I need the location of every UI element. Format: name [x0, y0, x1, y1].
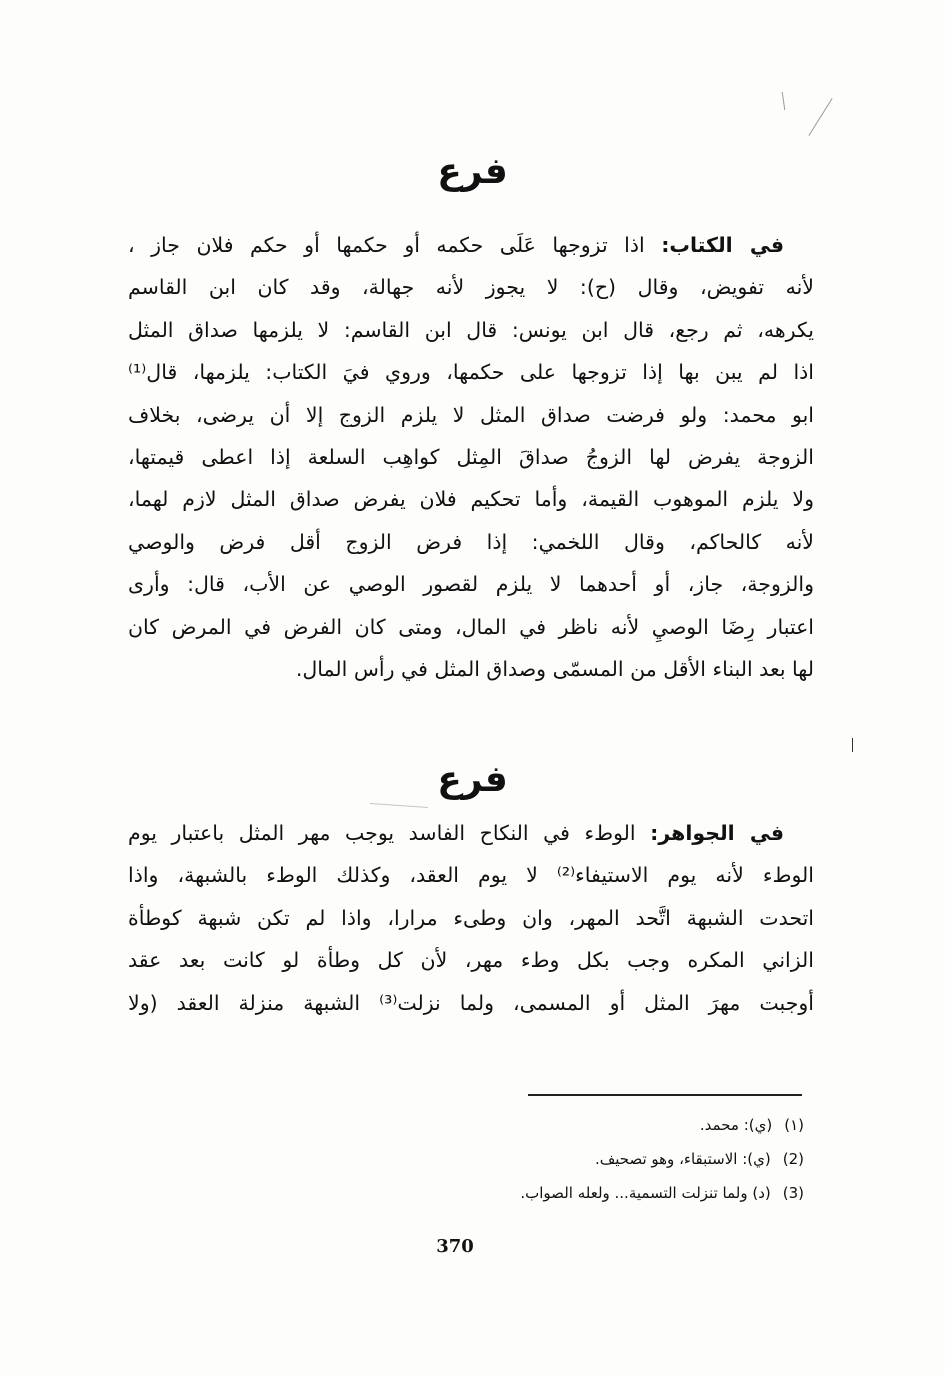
line-text: اذا تزوجها عَلَى حكمه أو حكمها أو حكم فلان جاز ، — [128, 233, 662, 257]
text-line — [128, 812, 814, 854]
section-heading: فرع — [437, 759, 508, 800]
text-line: لأنه تفويض، وقال (ح): لا يجوز لأنه جهالة، وقد كان ابن القاسم — [128, 275, 814, 300]
section-body — [128, 812, 814, 1024]
text-line: ابو محمد: ولو فرضت صداق المثل لا يلزم الزوج إلا أن يرضى، بخلاف — [128, 402, 814, 427]
text-line: اذا لم يبن بها إذا تزوجها على حكمها، وروي فيَ الكتاب: يلزمها، قال⁽¹⁾ — [128, 360, 814, 385]
footnote — [300, 1142, 804, 1176]
section-body — [128, 224, 814, 690]
text-line: لأنه كالحاكم، وقال اللخمي: إذا فرض الزوج أقل فرض والوصي — [128, 529, 814, 554]
footnote-text: (ي): محمد. — [699, 1116, 773, 1134]
text-line: لها بعد البناء الأقل من المسمّى وصداق المثل في رأس المال. — [295, 656, 814, 681]
footnote — [300, 1176, 804, 1210]
footnote-text: (د) ولما تنزلت التسمية... ولعله الصواب. — [520, 1184, 771, 1202]
line-text: الوطء في النكاح الفاسد يوجب مهر المثل باعتبار يوم — [128, 821, 651, 845]
footnote-divider — [528, 1094, 802, 1096]
page-number: 370 — [436, 1236, 474, 1257]
footnote-text: (ي): الاستبقاء، وهو تصحيف. — [594, 1150, 771, 1168]
text-line: يكرهه، ثم رجع، قال ابن يونس: قال ابن القاسم: لا يلزمها صداق المثل — [128, 317, 814, 342]
section-heading: فرع — [437, 151, 508, 192]
footnote — [300, 1108, 804, 1142]
scan-mark — [370, 803, 428, 808]
text-line: ولا يلزم الموهوب القيمة، وأما تحكيم فلان يفرض صداق المثل لازم لهما، — [128, 487, 814, 512]
footnotes — [300, 1108, 804, 1210]
scan-mark — [808, 98, 832, 136]
lead-term: في الكتاب: — [661, 233, 784, 257]
text-line: الزاني المكره وجب بكل وطء مهر، لأن كل وطأة لو كانت بعد عقد — [128, 948, 814, 973]
text-line: أوجبت مهرَ المثل أو المسمى، ولما نزلت⁽³⁾ الشبهة منزلة العقد (ولا — [128, 990, 814, 1015]
text-line — [128, 224, 814, 266]
footnote-number: (2) — [782, 1150, 804, 1168]
scan-mark — [782, 92, 785, 110]
text-line: الوطء لأنه يوم الاستيفاء⁽²⁾ لا يوم العقد، وكذلك الوطء بالشبهة، واذا — [128, 863, 814, 888]
lead-term: في الجواهر: — [650, 821, 785, 845]
scan-mark — [852, 738, 853, 752]
footnote-number: (3) — [782, 1184, 804, 1202]
text-line: الزوجة يفرض لها الزوجُ صداقَ المِثل كواهِب السلعة إذا اعطى قيمتها، — [128, 444, 814, 469]
text-line: والزوجة، جاز، أو أحدهما لا يلزم لقصور الوصي عن الأب، قال: وأرى — [128, 572, 814, 597]
text-line: اتحدت الشبهة اتَّحد المهر، وان وطىء مرارا، واذا لم تكن شبهة كوطأة — [128, 905, 814, 930]
text-line: اعتبار رِضَا الوصيِ لأنه ناظر في المال، ومتى كان الفرض في المرض كان — [128, 614, 814, 639]
footnote-number: (١) — [784, 1116, 804, 1134]
